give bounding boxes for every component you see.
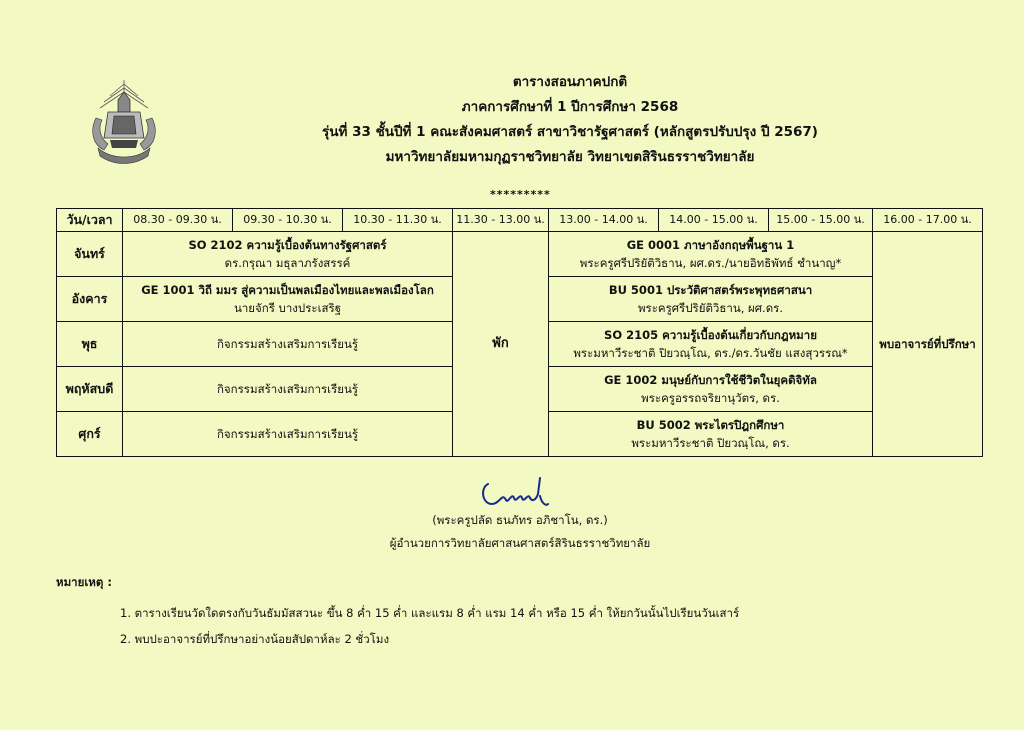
advisor-cell: พบอาจารย์ที่ปรึกษา	[873, 232, 983, 457]
teacher-name: พระมหาวีระชาติ ปิยวณฺโณ, ดร.	[631, 436, 790, 450]
table-header-row	[57, 209, 983, 232]
course-title: SO 2102 ความรู้เบื้องต้นทางรัฐศาสตร์	[188, 238, 387, 252]
day-cell: ศุกร์	[57, 412, 123, 457]
header-cell: 15.00 - 15.00 น.	[769, 209, 873, 232]
separator-stars: *********	[490, 188, 551, 201]
title-line-4: มหาวิทยาลัยมหามกุฏราชวิทยาลัย วิทยาเขตสิรินธรราชวิทยาลัย	[385, 149, 755, 165]
morning-activity-cell: กิจกรรมสร้างเสริมการเรียนรู้	[123, 412, 453, 457]
course-title: GE 1001 วิถี มมร สู่ความเป็นพลเมืองไทยและพลเมืองโลก	[141, 283, 434, 297]
day-cell: อังคาร	[57, 277, 123, 322]
afternoon-class-cell	[549, 322, 873, 367]
signer-position: ผู้อำนวยการวิทยาลัยศาสนศาสตร์สิรินธรราชวิทยาลัย	[389, 536, 651, 550]
note-item: 1. ตารางเรียนวัดใดตรงกับวันธัมมัสสวนะ ขึ้น 8 ค่ำ 15 ค่ำ และแรม 8 ค่ำ แรม 14 ค่ำ หรือ 15 ค่ำ ให้ยกวันนั้นไปเรียนวันเสาร์	[120, 606, 740, 620]
teacher-name: พระครูศรีปริยัติวิธาน, ผศ.ดร./นายอิทธิพัทธ์ ชำนาญ*	[579, 256, 842, 270]
header-cell: 16.00 - 17.00 น.	[873, 209, 983, 232]
course-title: GE 1002 มนุษย์กับการใช้ชีวิตในยุคดิจิทัล	[604, 373, 817, 387]
title-line-3: รุ่นที่ 33 ชั้นปีที่ 1 คณะสังคมศาสตร์ สาขาวิชารัฐศาสตร์ (หลักสูตรปรับปรุง ปี 2567)	[322, 124, 818, 140]
header-cell: วัน/เวลา	[57, 209, 123, 232]
afternoon-class-cell	[549, 367, 873, 412]
table-row	[57, 232, 983, 277]
day-cell: จันทร์	[57, 232, 123, 277]
header-cell: 13.00 - 14.00 น.	[549, 209, 659, 232]
afternoon-class-cell	[549, 412, 873, 457]
course-title: GE 0001 ภาษาอังกฤษพื้นฐาน 1	[626, 238, 795, 252]
header-cell: 10.30 - 11.30 น.	[343, 209, 453, 232]
header-cell: 08.30 - 09.30 น.	[123, 209, 233, 232]
title-line-2: ภาคการศึกษาที่ 1 ปีการศึกษา 2568	[461, 99, 679, 115]
teacher-name: พระครูอรรถจริยานุวัตร, ดร.	[641, 391, 780, 405]
note-item: 2. พบปะอาจารย์ที่ปรึกษาอย่างน้อยสัปดาห์ละ 2 ชั่วโมง	[120, 632, 390, 646]
header-cell: 11.30 - 13.00 น.	[453, 209, 549, 232]
course-title: BU 5002 พระไตรปิฎกศึกษา	[636, 418, 785, 432]
morning-activity-cell: กิจกรรมสร้างเสริมการเรียนรู้	[123, 322, 453, 367]
notes-title: หมายเหตุ :	[56, 575, 112, 589]
afternoon-class-cell	[549, 277, 873, 322]
document-header	[250, 70, 890, 170]
course-title: BU 5001 ประวัติศาสตร์พระพุทธศาสนา	[608, 283, 813, 297]
morning-activity-cell: กิจกรรมสร้างเสริมการเรียนรู้	[123, 367, 453, 412]
schedule-table	[56, 208, 983, 457]
afternoon-class-cell	[549, 232, 873, 277]
day-cell: พุธ	[57, 322, 123, 367]
teacher-name: พระครูศรีปริยัติวิธาน, ผศ.ดร.	[637, 301, 784, 315]
header-cell: 09.30 - 10.30 น.	[233, 209, 343, 232]
teacher-name: ดร.กรุณา มธุลาภรังสรรค์	[224, 256, 351, 270]
morning-class-cell	[123, 232, 453, 277]
university-seal-icon	[88, 78, 160, 170]
day-cell: พฤหัสบดี	[57, 367, 123, 412]
notes-section	[56, 574, 739, 652]
header-cell: 14.00 - 15.00 น.	[659, 209, 769, 232]
morning-class-cell	[123, 277, 453, 322]
course-title: SO 2105 ความรู้เบื้องต้นเกี่ยวกับกฎหมาย	[604, 328, 817, 342]
signer-name: (พระครูปลัด ธนภัทร อภิชาโน, ดร.)	[432, 513, 608, 527]
handwritten-signature	[478, 474, 550, 512]
title-line-1: ตารางสอนภาคปกติ	[512, 74, 628, 90]
teacher-name: พระมหาวีระชาติ ปิยวณฺโณ, ดร./ดร.วันชัย แสงสุวรรณ*	[573, 346, 848, 360]
teacher-name: นายจักรี บางประเสริฐ	[233, 301, 342, 315]
break-cell: พัก	[453, 232, 549, 457]
